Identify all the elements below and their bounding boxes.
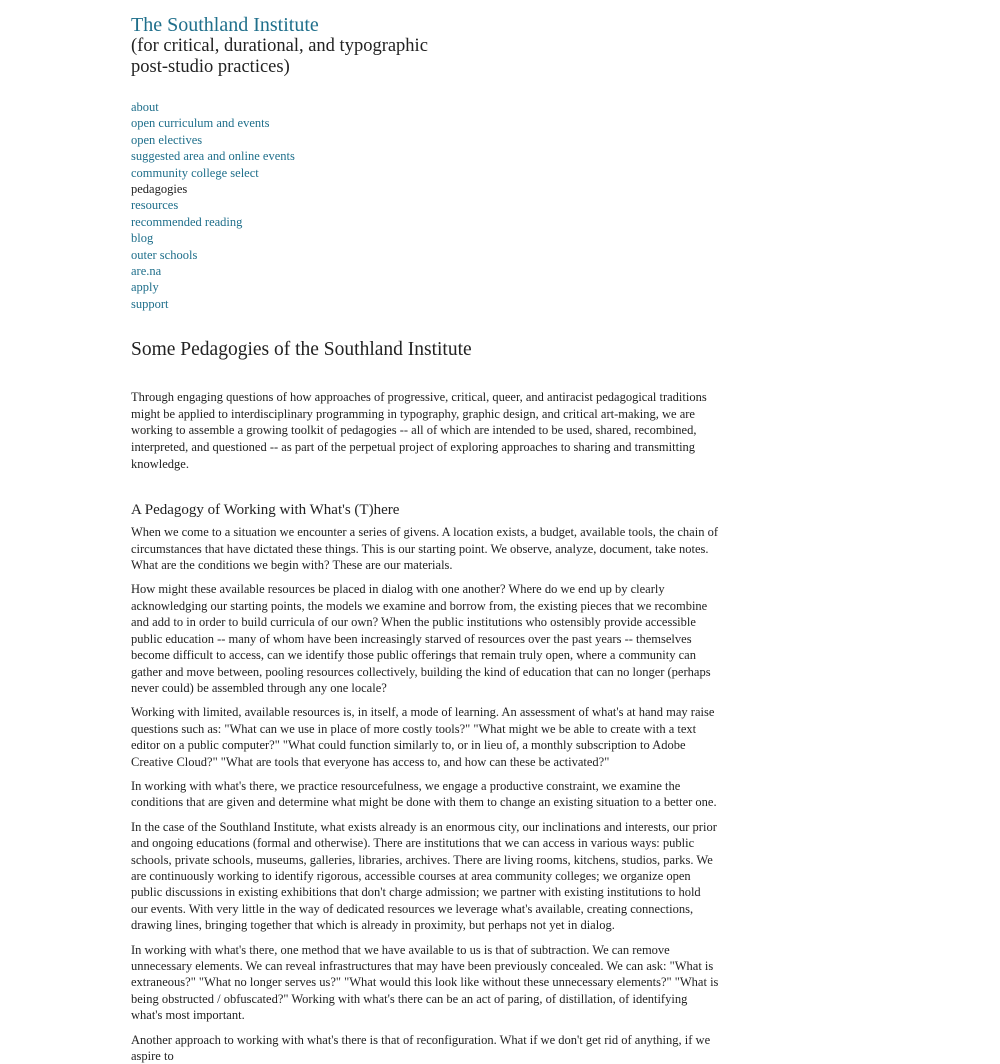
nav-item-community-college — [131, 165, 721, 181]
nav-link-recommended-reading[interactable]: recommended reading — [131, 214, 243, 229]
nav-item-apply — [131, 279, 721, 295]
site-title — [131, 14, 721, 36]
nav-link-resources[interactable]: resources — [131, 198, 179, 213]
nav-item-about — [131, 99, 721, 115]
nav-item-arena — [131, 263, 721, 279]
nav-link-about[interactable]: about — [131, 100, 159, 114]
body-paragraph: When we come to a situation we encounter a series of givens. A location exists, a budget, available tools, the chain of circumstances that have dictated these things. This is our starting point. We observe, analyze, document, take notes. What are the conditions we begin with? These are our materials. — [131, 525, 718, 573]
nav-item-support — [131, 296, 721, 312]
nav-item-open-electives — [131, 132, 721, 148]
nav-link-blog[interactable]: blog — [131, 231, 154, 246]
nav-link-open-curriculum[interactable]: open curriculum and events — [131, 116, 270, 131]
body-paragraph: How might these available resources be placed in dialog with one another? Where do we end up by clearly acknowledging our starting points, the models we examine and borrow from, the existing pieces that we recombine and add to in order to build curricula of our own? When the public institutions who ostensibly provide accessible public education -- many of whom have been increasingly starved of resources over the past years -- themselves become difficult to access, can we identify those public offerings that remain truly open, where a community can gather and move between, pooling resources collectively, building the kind of education that can no longer (perhaps never could) be assembled through any one locale? — [131, 582, 711, 695]
body-paragraph: Working with limited, available resources is, in itself, a mode of learning. An assessment of what's at hand may raise questions such as: "What can we use in place of more costly tools?" "What might we be able to create with a text editor on a public computer?" "What could function similarly to, or in lieu of, a monthly subscription to Adobe Creative Cloud?" "What are tools that everyone has access to, and how can these be activated?" — [131, 705, 715, 769]
nav-link-community-college[interactable]: community college select — [131, 165, 259, 180]
page-container — [131, 14, 721, 1064]
nav-item-resources — [131, 197, 721, 213]
nav-item-suggested-events — [131, 148, 721, 164]
main-nav — [131, 99, 721, 312]
nav-link-suggested-events[interactable]: suggested area and online events — [131, 149, 295, 164]
page-title: Some Pedagogies of the Southland Institute — [131, 339, 472, 361]
nav-item-pedagogies — [131, 181, 721, 197]
intro-paragraph: Through engaging questions of how approaches of progressive, critical, queer, and antiracist pedagogical traditions might be applied to interdisciplinary programming in typography, graphic design, and critical art-making, we are working to assemble a growing toolkit of pedagogies -- all of which are intended to be used, shared, recombined, interpreted, and questioned -- as part of the perpetual project of exploring approaches to sharing and transmitting knowledge. — [131, 390, 707, 471]
nav-current-pedagogies: pedagogies — [131, 182, 188, 197]
site-subtitle: (for critical, durational, and typographic post-studio practices) — [131, 36, 428, 77]
body-paragraph: In working with what's there, one method that we have available to us is that of subtraction. We can remove unnecessary elements. We can reveal infrastructures that may have been previously concealed. We can ask: "What is extraneous?" "What no longer serves us?" "What would this look like without these unnecessary elements?" "What is being obstructed / obfuscated?" Working with what's there can be an act of paring, of distillation, of identifying what's most important. — [131, 942, 719, 1023]
body-paragraph: Another approach to working with what's there is that of reconfiguration. What if we don't get rid of anything, if we aspire to — [131, 1032, 711, 1064]
nav-link-outer-schools[interactable]: outer schools — [131, 247, 198, 262]
nav-item-recommended-reading — [131, 214, 721, 230]
nav-link-arena[interactable]: are.na — [131, 264, 162, 279]
nav-link-apply[interactable]: apply — [131, 280, 159, 295]
site-header — [131, 14, 721, 77]
body-paragraph: In working with what's there, we practice resourcefulness, we engage a productive constraint, we examine the conditions that are given and determine what might be done with them to change an existing situation to a better one. — [131, 778, 717, 810]
nav-link-open-electives[interactable]: open electives — [131, 132, 203, 147]
section-title: A Pedagogy of Working with What's (T)here — [131, 502, 400, 519]
nav-link-support[interactable]: support — [131, 296, 169, 311]
site-title-link[interactable]: The Southland Institute — [131, 14, 319, 36]
body-paragraph: In the case of the Southland Institute, what exists already is an enormous city, our inclinations and interests, our prior and ongoing educations (formal and otherwise). There are institutions that we can access in various ways: public schools, private schools, museums, galleries, libraries, archives. There are living rooms, kitchens, studios, parks. We are continuously working to identify rigorous, accessible courses at area community colleges; we organize open public discussions in existing exhibitions that don't charge admission; we partner with existing institutions to hold our events. With very little in the way of dedicated resources we leverage what's available, creating connections, drawing lines, bringing together that which is already in proximity, but perhaps not yet in dialog. — [131, 819, 717, 933]
nav-item-outer-schools — [131, 247, 721, 263]
main-content — [131, 337, 721, 1064]
nav-item-blog — [131, 230, 721, 246]
nav-item-open-curriculum — [131, 115, 721, 131]
